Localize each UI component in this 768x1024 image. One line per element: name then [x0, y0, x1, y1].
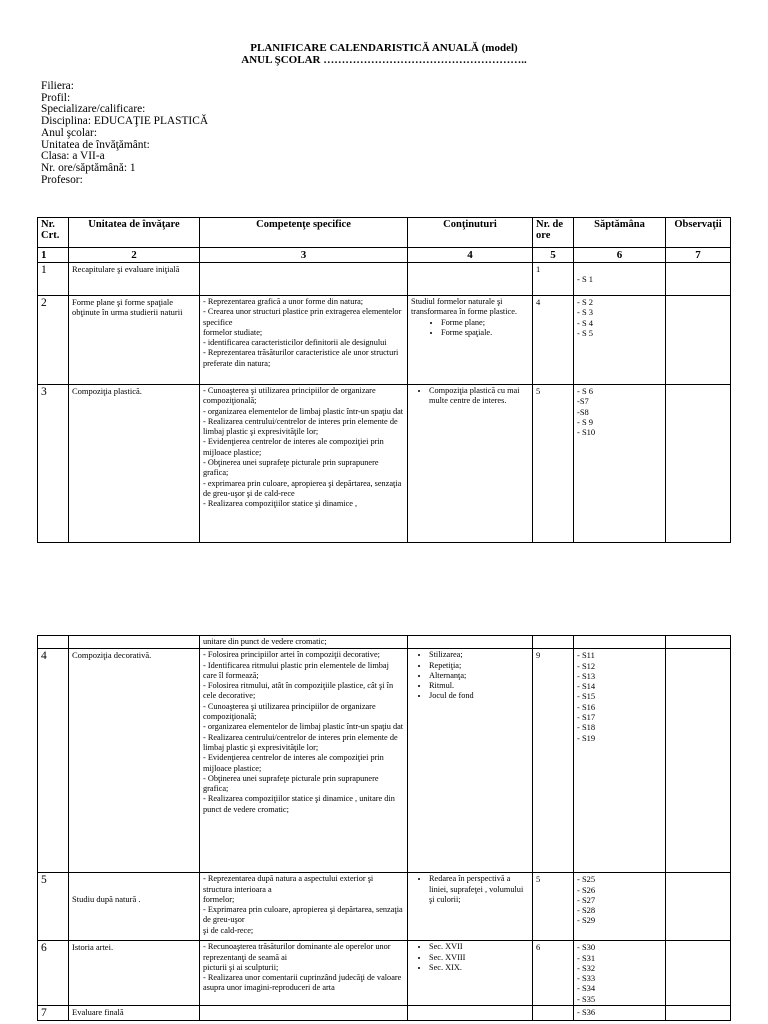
observatii-cell [666, 941, 731, 1006]
continut-item: • Alternanţa; [429, 671, 529, 681]
competenta-line: - Realizarea compoziţiilor statice şi dinamice , unitare din punct de vedere cromatic; [203, 794, 395, 814]
competente-cell [200, 873, 408, 941]
week-label: - S28 [577, 905, 596, 916]
table-row-carry [38, 636, 731, 649]
ore-cell [533, 1006, 574, 1021]
continut-item: • Forme spaţiale. [441, 328, 529, 338]
competenta-line: picturii şi ai sculpturii; [203, 962, 279, 972]
meta-specializare: Specializare/calificare: [41, 103, 146, 116]
ore-cell: 5 [533, 385, 574, 543]
week-label: - S35 [577, 993, 596, 1004]
week-label: - S 3 [577, 307, 594, 318]
continut-cell [408, 1006, 533, 1021]
saptamana-cell [574, 1006, 666, 1021]
col-number: 5 [533, 248, 574, 263]
week-label: - S27 [577, 894, 596, 905]
col-header-continuturi: Conţinuturi [408, 218, 533, 248]
saptamana-cell [574, 649, 666, 873]
saptamana-cell [574, 263, 666, 296]
table-row [38, 1006, 731, 1021]
planning-table-part1 [37, 217, 731, 543]
week-label: - S30 [577, 942, 596, 953]
week-label: - S33 [577, 973, 596, 984]
competenta-line: - Reprezentarea după natura a aspectului exterior şi structura interioara a [203, 874, 374, 894]
table-row [38, 649, 731, 873]
competenta-line: - Exprimarea prin culoare, apropierea şi depărtarea, senzaţia de greu-uşor [203, 905, 403, 925]
col-number: 3 [200, 248, 408, 263]
week-label: - S25 [577, 874, 596, 885]
table-row [38, 296, 731, 385]
unit-text: Istoria artei. [72, 942, 114, 953]
competente-cell [200, 263, 408, 296]
column-number-row [38, 248, 731, 263]
competenta-line: - Obţinerea unei suprafeţe picturale prin suprapunere grafica; [203, 773, 379, 794]
unit-cell [69, 296, 200, 385]
row-number: 4 [38, 649, 69, 873]
week-label: - S 2 [577, 297, 594, 307]
continut-item: • Repetiţia; [429, 661, 529, 671]
week-label: - S29 [577, 915, 596, 926]
ore-cell: 6 [533, 941, 574, 1006]
unit-text: Recapitulare şi evaluare iniţială [72, 264, 180, 274]
meta-ore: Nr. ore/săptămână: 1 [41, 161, 136, 174]
week-label: - S16 [577, 701, 596, 712]
saptamana-cell [574, 385, 666, 543]
col-number: 7 [666, 248, 731, 263]
competenta-line: şi de cald-rece; [203, 925, 254, 935]
competenta-line: - Evidenţierea centrelor de interes ale compoziţiei prin mijloace plastice; [203, 437, 384, 457]
week-label: - S32 [577, 962, 596, 973]
continut-list [411, 942, 529, 973]
table-row [38, 263, 731, 296]
continut-text: Studiul formelor naturale şi transformarea în forme plastice. [411, 297, 517, 317]
col-header-competente: Competenţe specifice [200, 218, 408, 248]
meta-an-scolar: Anul şcolar: [41, 126, 97, 139]
continut-cell [408, 649, 533, 873]
ore-cell: 4 [533, 296, 574, 385]
row-number: 7 [38, 1006, 69, 1021]
continut-list [411, 386, 529, 407]
week-label: -S8 [577, 406, 589, 417]
unit-text: Studiu după natură . [72, 894, 141, 905]
competenta-line: - Cunoaşterea şi utilizarea principiilor de organizare compoziţională; [203, 386, 376, 406]
meta-clasa: Clasa: a VII-a [41, 150, 105, 163]
unit-cell [69, 873, 200, 941]
week-label: - S31 [577, 952, 596, 963]
unit-text: Evaluare finală [72, 1007, 124, 1018]
competenta-line: - Cunoaşterea şi utilizarea principiilor de organizare compoziţională; [203, 701, 376, 722]
continut-cell [408, 873, 533, 941]
competenta-line: - Evidenţierea centrelor de interes ale compoziţiei prin mijloace plastice; [203, 753, 384, 773]
row-number: 6 [38, 941, 69, 1006]
continut-item: • Sec. XVIII [429, 953, 529, 963]
week-label: - S 5 [577, 327, 594, 338]
col-header-nr: Nr. Crt. [38, 218, 69, 248]
competenta-line: - Obţinerea unei suprafeţe picturale prin suprapunere grafica; [203, 458, 379, 478]
col-number: 2 [69, 248, 200, 263]
saptamana-cell [574, 873, 666, 941]
competenta-line: - Folosirea ritmului, atât în compoziţiile plastice, cât şi în cele decorative; [203, 681, 394, 701]
week-label: - S19 [577, 732, 596, 743]
week-label: - S10 [577, 427, 596, 438]
table-row [38, 941, 731, 1006]
continut-item: • Compoziţia plastică cu mai multe centre de interes. [429, 386, 529, 407]
observatii-cell [666, 649, 731, 873]
week-label: - S12 [577, 660, 596, 671]
meta-unitate: Unitatea de învăţământ: [41, 138, 150, 151]
continut-list [411, 874, 529, 905]
observatii-cell [666, 873, 731, 941]
week-label: - S 6 [577, 386, 594, 396]
competenta-line: - Crearea unor structuri plastice prin extragerea elementelor specifice [203, 307, 402, 327]
competenta-line: - Reprezentarea trăsăturilor caracteristice ale unor structuri preferate din natura; [203, 348, 399, 368]
col-header-unit: Unitatea de învăţare [69, 218, 200, 248]
continut-item: • Stilizarea; [429, 650, 529, 660]
meta-block [41, 81, 208, 186]
col-number: 6 [574, 248, 666, 263]
col-number: 1 [38, 248, 69, 263]
competenta-line: - organizarea elementelor de limbaj plastic într-un spaţiu dat [203, 722, 404, 732]
row-number: 2 [38, 296, 69, 385]
continut-item: • Sec. XVII [429, 942, 529, 952]
continut-item: • Jocul de fond [429, 691, 529, 701]
week-label: - S11 [577, 650, 595, 661]
week-label: - S34 [577, 983, 596, 994]
saptamana-cell [574, 941, 666, 1006]
continut-cell [408, 263, 533, 296]
week-label: - S26 [577, 884, 596, 895]
continut-cell [408, 941, 533, 1006]
unit-cell [69, 385, 200, 543]
week-label: - S13 [577, 670, 596, 681]
week-label: - S 4 [577, 317, 594, 328]
table-header-row [38, 218, 731, 248]
col-number: 4 [408, 248, 533, 263]
continut-item: • Forme plane; [441, 318, 529, 328]
competenta-line: limbaj plastic şi expresivităţile lor; [203, 742, 319, 752]
competenta-line: - organizarea elementelor de limbaj plastic într-un spaţiu dat [203, 406, 404, 416]
col-header-ore: Nr. de ore [533, 218, 574, 248]
week-label: - S 1 [577, 274, 594, 284]
unit-text: Compoziţia decorativă. [72, 650, 152, 661]
competenta-line: limbaj plastic şi expresivităţile lor; [203, 427, 319, 437]
observatii-cell [666, 1006, 731, 1021]
unit-text: Compoziţia plastică. [72, 386, 142, 396]
competente-cell [200, 385, 408, 543]
week-label: - S 9 [577, 416, 594, 427]
unit-cell [69, 263, 200, 296]
competenta-line: - exprimarea prin culoare, apropierea şi depărtarea, senzaţia de greu-uşor şi de cald-rece [203, 478, 402, 498]
continut-cell [408, 385, 533, 543]
competente-cell [200, 941, 408, 1006]
competenta-line: - Realizarea compoziţiilor statice şi dinamice , [203, 499, 358, 509]
week-label: -S7 [577, 396, 589, 407]
saptamana-cell [574, 296, 666, 385]
ore-cell: 1 [533, 263, 574, 296]
col-header-saptamana: Săptămâna [574, 218, 666, 248]
week-label: - S18 [577, 722, 596, 733]
document-title: PLANIFICARE CALENDARISTICĂ ANUALĂ (model) [250, 42, 518, 54]
competenta-line: - Realizarea unor comentarii cuprinzând judecăţi de valoare asupra unor imagini-reproduceri de arta [203, 973, 402, 993]
competenta-line: - Folosirea principiilor artei în compoziţii decorative; [203, 650, 380, 660]
continut-list [411, 318, 529, 339]
week-label: - S15 [577, 691, 596, 702]
competenta-line: formelor studiate; [203, 327, 263, 337]
unit-text: Forme plane şi forme spaţiale obţinute în urma studierii naturii [72, 297, 183, 317]
week-label: - S36 [577, 1007, 596, 1018]
row-number: 3 [38, 385, 69, 543]
table-row [38, 873, 731, 941]
ore-cell: 9 [533, 649, 574, 873]
table-row [38, 385, 731, 543]
continut-list [411, 650, 529, 701]
competente-cell [200, 296, 408, 385]
continut-item: • Redarea în perspectivă a liniei, suprafeţei , volumului şi culorii; [429, 874, 529, 905]
unit-cell [69, 1006, 200, 1021]
week-label: - S14 [577, 681, 596, 692]
unit-cell [69, 941, 200, 1006]
competenta-line: - identificarea caracteristicilor definitorii ale designului [203, 338, 387, 348]
observatii-cell [666, 296, 731, 385]
meta-profil: Profil: [41, 91, 71, 104]
competente-cell [200, 1006, 408, 1021]
planning-table-part2 [37, 635, 731, 1021]
competenta-line: - Identificarea ritmului plastic prin elementele de limbaj care îl formează; [203, 660, 389, 680]
meta-profesor: Profesor: [41, 173, 83, 186]
ore-cell: 5 [533, 873, 574, 941]
document-subtitle: ANUL ŞCOLAR ……………………………………………….. [241, 54, 527, 66]
continut-item: • Sec. XIX. [429, 963, 529, 973]
competente-cell [200, 649, 408, 873]
continut-cell [408, 296, 533, 385]
week-label: - S17 [577, 712, 596, 723]
observatii-cell [666, 263, 731, 296]
row-number: 5 [38, 873, 69, 941]
competenta-line: formelor; [203, 894, 235, 904]
observatii-cell [666, 385, 731, 543]
row-number: 1 [38, 263, 69, 296]
meta-disciplina: Disciplina: EDUCAŢIE PLASTICĂ [41, 115, 209, 128]
competenta-line: - Recunoaşterea trăsăturilor dominante ale operelor unor reprezentanţi de seamă ai [203, 942, 391, 962]
competenta-line: - Reprezentarea grafică a unor forme din natura; [203, 297, 364, 306]
unit-cell [69, 649, 200, 873]
carry-text: unitare din punct de vedere cromatic; [200, 636, 408, 649]
competenta-line: - Realizarea centrului/centrelor de interes prin elemente de [203, 732, 398, 742]
col-header-observatii: Observaţii [666, 218, 731, 248]
competenta-line: - Realizarea centrului/centrelor de interes prin elemente de [203, 416, 398, 426]
meta-filiera: Filiera: [41, 80, 74, 92]
continut-item: • Ritmul. [429, 681, 529, 691]
